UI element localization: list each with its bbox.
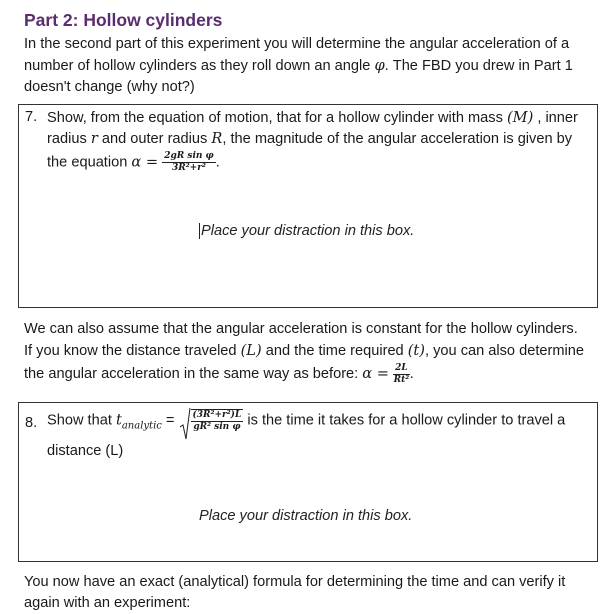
alpha-fraction-2: [393, 364, 410, 385]
intro-text-2: . The FBD you drew in Part 1 doesn't change (why not?): [24, 58, 573, 95]
answer-placeholder-q7[interactable]: [199, 223, 414, 239]
mass-symbol: (M): [506, 109, 534, 126]
question-8-box[interactable]: [18, 402, 598, 562]
middle-paragraph: [24, 319, 600, 385]
q8-text-1b: is the time it takes for a hollow cylinder to travel a: [247, 412, 566, 429]
question-7-number: 7.: [25, 109, 38, 125]
t-symbol: t: [115, 411, 122, 429]
intro-text-1: In the second part of this experiment you will determine the angular acceleration of a number of hollow cylinders as they roll down an angle: [24, 36, 570, 74]
question-7-box[interactable]: [18, 104, 598, 308]
section-heading: Part 2: Hollow cylinders: [24, 10, 223, 30]
fraction-numerator: 2gR sin φ: [164, 151, 214, 161]
q7-text-1a: Show, from the equation of motion, that for a hollow cylinder with mass: [47, 110, 507, 126]
middle-line-2: [24, 340, 600, 362]
radical-sign-icon: [179, 407, 191, 441]
question-8-line-1: [47, 409, 565, 432]
square-root-expression: [179, 409, 244, 432]
middle-text-2b: and the time required: [261, 343, 408, 359]
placeholder-text: Place your distraction in this box.: [201, 223, 415, 239]
q7-text-2c: , the magnitude of the angular acceleration is given by: [222, 131, 573, 147]
time-fraction: [191, 411, 244, 432]
time-symbol: (t): [407, 342, 425, 359]
q7-text-2a: radius: [47, 131, 91, 147]
alpha-equals-2: α =: [362, 365, 390, 382]
fraction-denominator: 3R²+r²: [171, 163, 206, 173]
middle-line-1: We can also assume that the angular acceleration is constant for the hollow cylinders.: [24, 321, 578, 337]
q7-text-2b: and outer radius: [97, 131, 212, 147]
sqrt-denominator: gR² sin φ: [193, 422, 241, 432]
middle-text-2c: , you can also determine: [425, 343, 584, 359]
q7-period: .: [215, 154, 220, 171]
sqrt-numerator: (3R²+r²)L: [192, 410, 242, 420]
q8-text-1a: Show that: [47, 412, 116, 429]
middle-text-3a: the angular acceleration in the same way as before:: [24, 366, 363, 382]
fraction-denominator-2: Rt²: [393, 374, 410, 385]
outro-line-2: again with an experiment:: [24, 595, 191, 611]
question-8-line-2: distance (L): [47, 443, 124, 459]
distance-symbol: (L): [240, 342, 262, 359]
middle-line-3: [24, 363, 600, 385]
answer-placeholder-q8[interactable]: Place your distraction in this box.: [199, 508, 413, 524]
outro-line-1: You now have an exact (analytical) formula for determining the time and can verify it: [24, 574, 566, 590]
outer-radius-symbol: R: [211, 130, 223, 147]
intro-paragraph: [24, 34, 600, 98]
question-7-line-1: [47, 109, 578, 126]
alpha-equals: α =: [131, 153, 159, 171]
outro-paragraph: [24, 572, 600, 614]
text-cursor-icon: [199, 223, 200, 239]
question-7-line-3: [47, 152, 220, 173]
analytic-subscript: analytic: [121, 420, 162, 432]
q7-text-3a: the equation: [47, 154, 132, 171]
phi-symbol: φ: [374, 57, 385, 74]
question-7-line-2: [47, 130, 572, 147]
fraction-numerator-2: 2L: [395, 362, 408, 373]
middle-period: .: [409, 366, 414, 382]
middle-text-2a: If you know the distance traveled: [24, 343, 241, 359]
angular-acceleration-fraction: [162, 152, 215, 173]
inner-radius-symbol: r: [90, 130, 98, 147]
question-8-number: 8.: [25, 415, 38, 431]
q7-text-1b: , inner: [533, 110, 578, 126]
equals-sign: =: [161, 412, 175, 429]
